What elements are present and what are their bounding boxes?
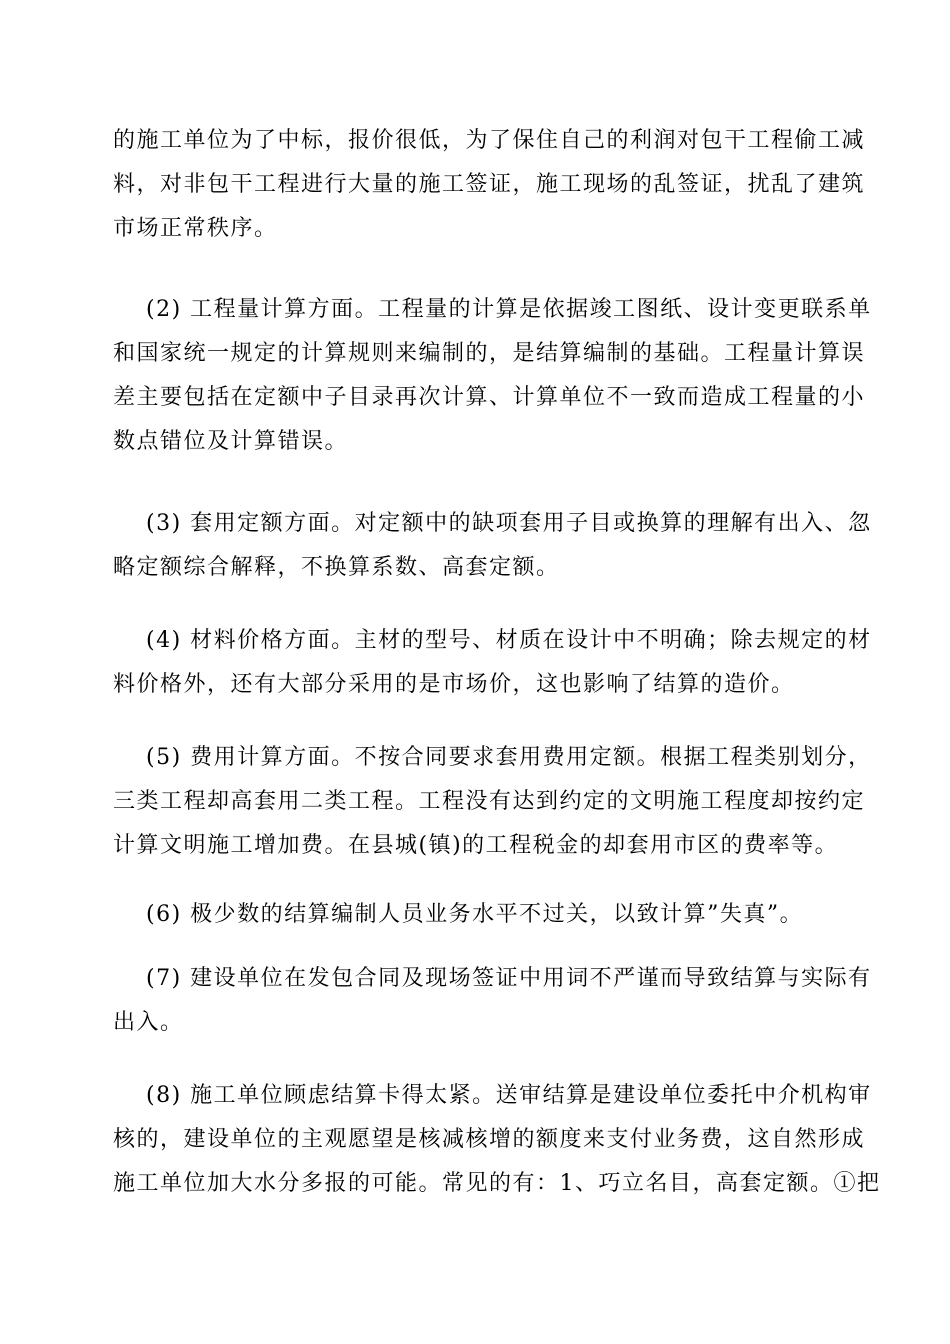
- text-line: 三类工程却高套用二类工程。工程没有达到约定的文明施工程度却按约定: [113, 789, 866, 814]
- text-line: 的施工单位为了中标，报价很低，为了保住自己的利润对包干工程偷工减: [113, 128, 866, 153]
- text-line: (3) 套用定额方面。对定额中的缺项套用子目或换算的理解有出入、忽: [146, 511, 872, 536]
- paragraph-6: [113, 893, 843, 937]
- text-line: 和国家统一规定的计算规则来编制的，是结算编制的基础。工程量计算误: [113, 341, 866, 366]
- text-line: (6) 极少数的结算编制人员业务水平不过关，以致计算”失真”。: [146, 902, 804, 927]
- paragraph-5: [113, 736, 872, 868]
- text-line: 施工单位加大水分多报的可能。常见的有：1、巧立名目，高套定额。①把: [113, 1171, 881, 1196]
- text-line: (7) 建设单位在发包合同及现场签证中用词不严谨而导致结算与实际有: [146, 966, 872, 991]
- text-line: 出入。: [113, 1010, 184, 1035]
- text-line: 料，对非包干工程进行大量的施工签证，施工现场的乱签证，扰乱了建筑: [113, 172, 866, 197]
- text-line: 差主要包括在定额中子目录再次计算、计算单位不一致而造成工程量的小: [113, 385, 866, 410]
- paragraph-continuation: [113, 119, 866, 251]
- paragraph-3: [113, 502, 872, 590]
- text-line: 数点错位及计算错误。: [113, 429, 349, 454]
- paragraph-2: [113, 288, 872, 464]
- text-line: 市场正常秩序。: [113, 216, 278, 241]
- text-line: 核的，建设单位的主观愿望是核减核增的额度来支付业务费，这自然形成: [113, 1127, 866, 1152]
- text-line: (2) 工程量计算方面。工程量的计算是依据竣工图纸、设计变更联系单: [146, 297, 872, 322]
- paragraph-4: [113, 619, 872, 707]
- text-line: (4) 材料价格方面。主材的型号、材质在设计中不明确；除去规定的材: [146, 628, 872, 653]
- paragraph-8: [113, 1074, 881, 1206]
- text-line: 略定额综合解释，不换算系数、高套定额。: [113, 555, 560, 580]
- text-line: 料价格外，还有大部分采用的是市场价，这也影响了结算的造价。: [113, 672, 795, 697]
- text-line: (8) 施工单位顾虑结算卡得太紧。送审结算是建设单位委托中介机构审: [146, 1083, 872, 1108]
- text-line: 计算文明施工增加费。在县城(镇)的工程税金的却套用市区的费率等。: [113, 833, 839, 858]
- paragraph-7: [113, 957, 872, 1045]
- text-line: (5) 费用计算方面。不按合同要求套用费用定额。根据工程类别划分，: [146, 745, 872, 770]
